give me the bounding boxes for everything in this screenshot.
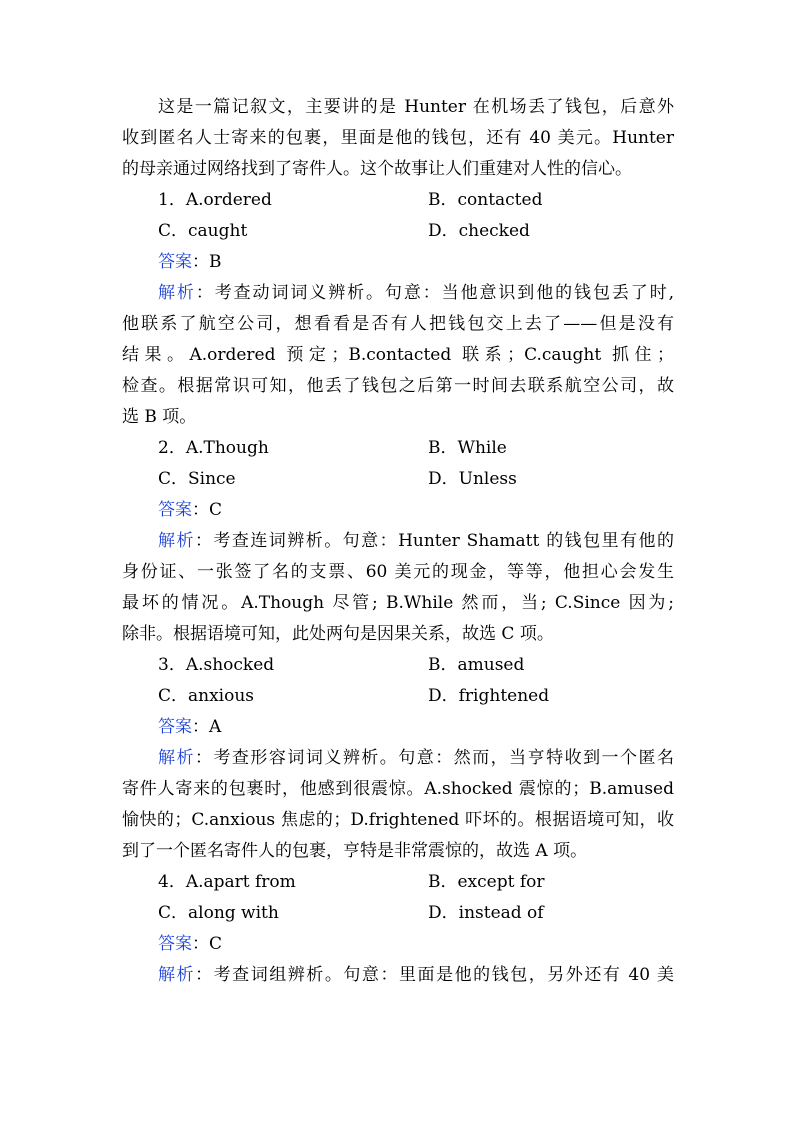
analysis-line — [122, 743, 674, 774]
analysis-label: 解析 — [158, 283, 196, 303]
analysis-text: ：考查连词辨析。句意：Hunter Shamatt 的钱包里有他的 — [194, 531, 674, 551]
option: B．except for — [428, 872, 545, 892]
analysis-label: 解析 — [158, 965, 196, 985]
option: B．While — [428, 438, 507, 458]
options-row — [122, 433, 674, 464]
option: D．instead of — [428, 903, 544, 923]
option: D．frightened — [428, 686, 550, 706]
options-row — [122, 185, 674, 216]
option: C．anxious — [158, 686, 255, 706]
options-row — [122, 898, 674, 929]
answer-label: 答案 — [158, 717, 192, 737]
intro-line: 的母亲通过网络找到了寄件人。这个故事让人们重建对人性的信心。 — [122, 159, 632, 179]
analysis-label: 解析 — [158, 531, 195, 551]
options-row — [122, 681, 674, 712]
question-4 — [122, 867, 674, 991]
analysis-line: 他联系了航空公司，想看看是否有人把钱包交上去了——但是没有 — [122, 314, 674, 334]
analysis-line: 最坏的情况。A.Though 尽管; B.While 然而，当; C.Since 因为; — [122, 593, 674, 613]
option: C．along with — [158, 903, 279, 923]
answer-value: ：A — [192, 717, 222, 737]
analysis-line: 愉快的；C.anxious 焦虑的；D.frightened 吓坏的。根据语境可知，收 — [122, 810, 674, 830]
option: 3．A.shocked — [158, 655, 275, 675]
answer-value: ：B — [192, 252, 222, 272]
analysis-line: 选 B 项。 — [122, 407, 197, 427]
option: B．amused — [428, 655, 525, 675]
option: D．checked — [428, 221, 530, 241]
analysis-line: 除非。根据语境可知，此处两句是因果关系，故选 C 项。 — [122, 624, 554, 644]
option: B．contacted — [428, 190, 543, 210]
answer-line — [122, 712, 674, 743]
answer-line — [122, 247, 674, 278]
option: 4．A.apart from — [158, 872, 296, 892]
options-row — [122, 464, 674, 495]
answer-label: 答案 — [158, 934, 192, 954]
analysis-line — [122, 526, 674, 557]
intro-line: 这是一篇记叙文，主要讲的是 Hunter 在机场丢了钱包，后意外 — [158, 97, 674, 117]
intro-paragraph — [122, 92, 674, 185]
analysis-text: ：考查动词词义辨析。句意：当他意识到他的钱包丢了时, — [195, 283, 674, 303]
option: 2．A.Though — [158, 438, 269, 458]
analysis-line — [122, 278, 674, 309]
option: 1．A.ordered — [158, 190, 272, 210]
analysis-line — [122, 960, 674, 991]
answer-label: 答案 — [158, 252, 192, 272]
analysis-line: 检查。根据常识可知，他丢了钱包之后第一时间去联系航空公司，故 — [122, 376, 674, 396]
question-1 — [122, 185, 674, 433]
answer-line — [122, 929, 674, 960]
answer-label: 答案 — [158, 500, 192, 520]
options-row — [122, 867, 674, 898]
analysis-line: 身份证、一张签了名的支票、60 美元的现金，等等，他担心会发生 — [122, 562, 674, 582]
analysis-text: ：考查形容词词义辨析。句意：然而，当亨特收到一个匿名 — [194, 748, 674, 768]
question-2 — [122, 433, 674, 650]
answer-value: ：C — [192, 500, 223, 520]
analysis-line: 结果。A.ordered 预定；B.contacted 联系；C.caught 抓住； — [122, 345, 674, 365]
analysis-label: 解析 — [158, 748, 195, 768]
answer-value: ：C — [192, 934, 223, 954]
option: C．Since — [158, 469, 236, 489]
intro-line: 收到匿名人士寄来的包裹，里面是他的钱包，还有 40 美元。Hunter — [122, 128, 674, 148]
analysis-text: ：考查词组辨析。句意：里面是他的钱包，另外还有 40 美 — [195, 965, 674, 985]
analysis-line: 到了一个匿名寄件人的包裹，亨特是非常震惊的，故选 A 项。 — [122, 841, 588, 861]
option: C．caught — [158, 221, 248, 241]
analysis-line: 寄件人寄来的包裹时，他感到很震惊。A.shocked 震惊的；B.amused — [122, 779, 674, 799]
answer-line — [122, 495, 674, 526]
option: D．Unless — [428, 469, 517, 489]
options-row — [122, 216, 674, 247]
options-row — [122, 650, 674, 681]
question-3 — [122, 650, 674, 867]
